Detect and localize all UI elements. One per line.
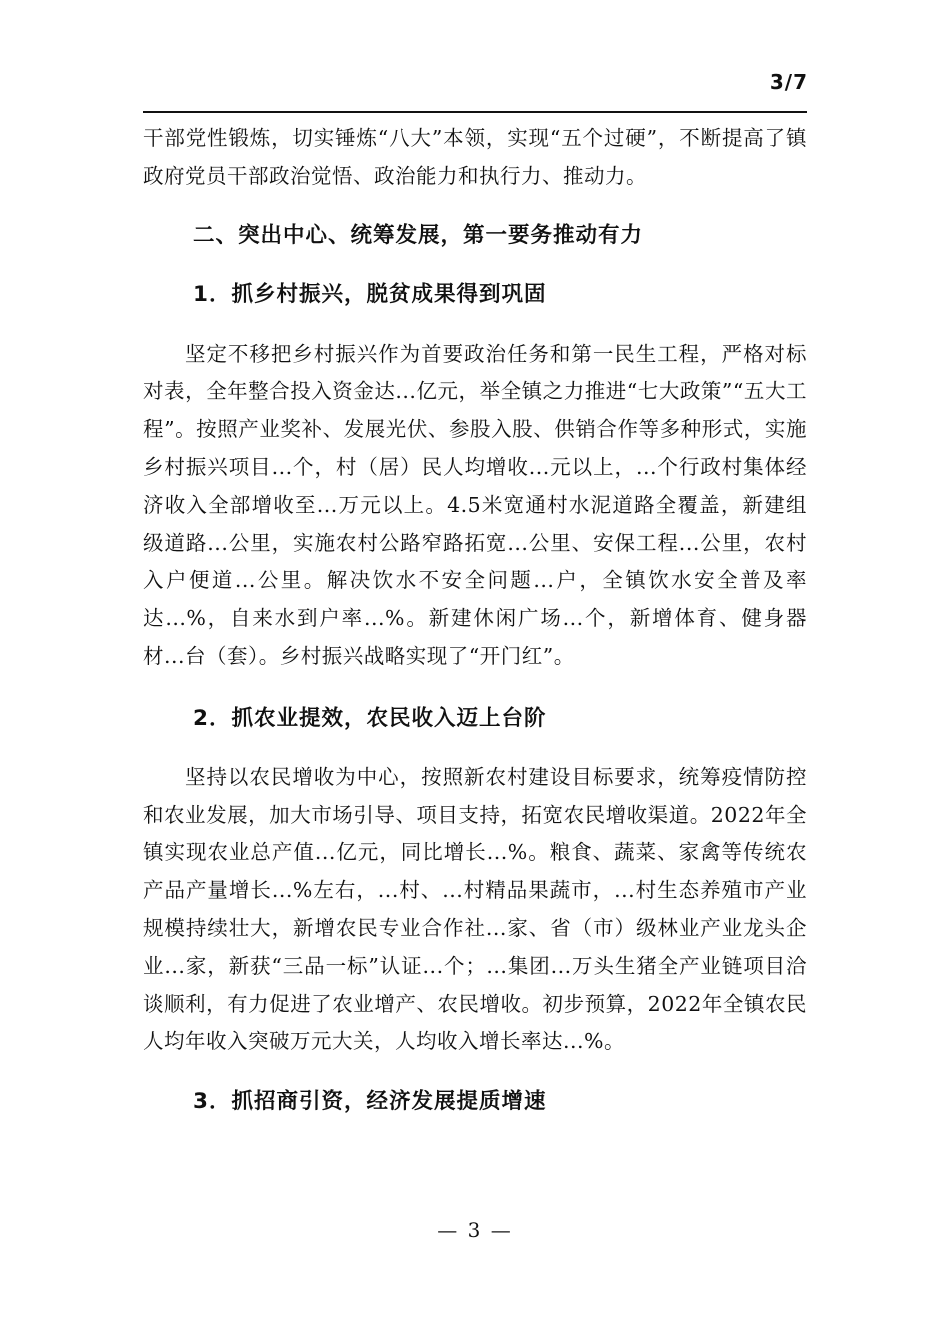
subsection-heading-2: 2．抓农业提效，农民收入迈上台阶: [193, 705, 547, 731]
subsection-paragraph-1: 坚定不移把乡村振兴作为首要政治任务和第一民生工程，严格对标对表，全年整合投入资金达...亿元，举全镇之力推进“七大政策”“五大工程”。按照产业奖补、发展光伏、参股入股、供销合作等多种形式，实施乡村振兴项目...个，村（居）民人均增收...元以上，...个行政村集体经济收入全部增收至...万元以上。4.5米宽通村水泥道路全覆盖，新建组级道路...公里，实施农村公路窄路拓宽...公里、安保工程...公里，农村入户便道...公里。解决饮水不安全问题...户，全镇饮水安全普及率达...%，自来水到户率...%。新建休闲广场...个，新增体育、健身器材...台（套）。乡村振兴战略实现了“开门红”。: [143, 341, 807, 668]
header-rule: [143, 111, 807, 113]
footer-page-number: — 3 —: [437, 1218, 513, 1242]
document-body: [143, 120, 807, 1117]
subsection-paragraph-2: 坚持以农民增收为中心，按照新农村建设目标要求，统筹疫情防控和农业发展，加大市场引导、项目支持，拓宽农民增收渠道。2022年全镇实现农业总产值...亿元，同比增长...%。粮食、蔬菜、家禽等传统农产品产量增长...%左右，...村、...村精品果蔬市，...村生态养殖市产业规模持续壮大，新增农民专业合作社...家、省（市）级林业产业龙头企业...家，新获“三品一标”认证...个；...集团...万头生猪全产业链项目洽谈顺利，有力促进了农业增产、农民增收。初步预算，2022年全镇农民人均年收入突破万元大关，人均收入增长率达...%。: [143, 764, 807, 1054]
section-heading-2: 二、突出中心、统筹发展，第一要务推动有力: [193, 222, 644, 248]
subsection-heading-3: 3．抓招商引资，经济发展提质增速: [193, 1089, 547, 1115]
subsection-heading-1: 1．抓乡村振兴，脱贫成果得到巩固: [193, 281, 547, 307]
page-indicator: 3/7: [769, 70, 808, 94]
continued-paragraph: 干部党性锻炼，切实锤炼“八大”本领，实现“五个过硬”，不断提高了镇政府党员干部政治觉悟、政治能力和执行力、推动力。: [143, 126, 807, 188]
